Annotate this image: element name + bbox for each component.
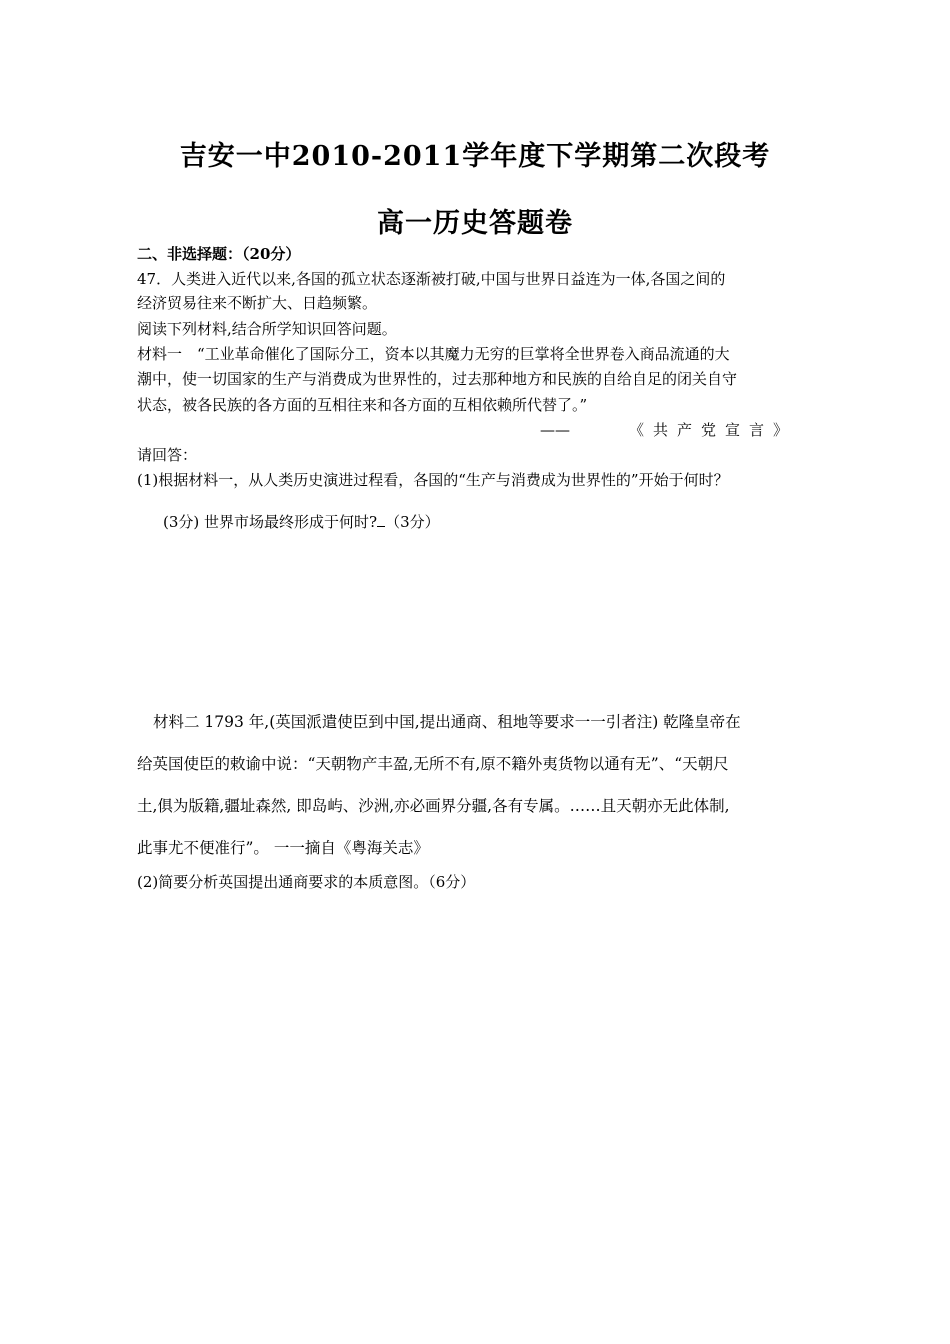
question-47-intro-line2: 经济贸易往来不断扩大、日趋频繁。 xyxy=(137,294,378,312)
material2-line4: 此事尤不便准行”。 一一摘自《粤海关志》 xyxy=(137,839,429,857)
exam-subtitle: 高一历史答题卷 xyxy=(377,208,573,239)
material2-line3: 土,俱为版籍,疆址森然, 即岛屿、沙洲,亦必画界分疆,各有专属。……且天朝亦无此体制, xyxy=(137,797,730,815)
subquestion1-line1: (1)根据材料一，从人类历史演进过程看，各国的“生产与消费成为世界性的”开始于何时？ xyxy=(137,471,729,489)
please-answer-label: 请回答： xyxy=(137,446,198,464)
question-47-instruction: 阅读下列材料,结合所学知识回答问题。 xyxy=(137,320,397,338)
answer-blank[interactable] xyxy=(377,512,385,527)
subquestion1-prompt: (3分) 世界市场最终形成于何时? xyxy=(163,513,378,531)
material1-source-dash: —— xyxy=(540,421,570,439)
subquestion1-line2 xyxy=(163,511,843,533)
material2-line1: 材料二 1793 年,(英国派遣使臣到中国,提出通商、租地等要求一一引者注) 乾隆皇帝在 xyxy=(153,713,741,731)
material1-line3: 状态，被各民族的各方面的互相往来和各方面的互相依赖所代替了。” xyxy=(137,396,588,414)
material1-source-title: 《共产党宣言》 xyxy=(629,421,798,439)
exam-title: 吉安一中2010-2011学年度下学期第二次段考 xyxy=(179,141,771,172)
subquestion2-line1: (2)简要分析英国提出通商要求的本质意图。（6分） xyxy=(137,873,476,891)
section-heading: 二、非选择题：（20分） xyxy=(137,245,301,263)
material1-line1: 材料一 “工业革命催化了国际分工，资本以其魔力无穷的巨掌将全世界卷入商品流通的大 xyxy=(137,345,730,363)
material1-line2: 潮中，使一切国家的生产与消费成为世界性的，过去那种地方和民族的自给自足的闭关自守 xyxy=(137,370,738,388)
question-47-intro-line1: 47．人类进入近代以来,各国的孤立状态逐渐被打破,中国与世界日益连为一体,各国之间的 xyxy=(137,270,726,288)
subquestion1-score: （3分） xyxy=(385,513,440,531)
material2-line2: 给英国使臣的敕谕中说：“天朝物产丰盈,无所不有,原不籍外夷货物以通有无”、“天朝尺 xyxy=(137,755,729,773)
